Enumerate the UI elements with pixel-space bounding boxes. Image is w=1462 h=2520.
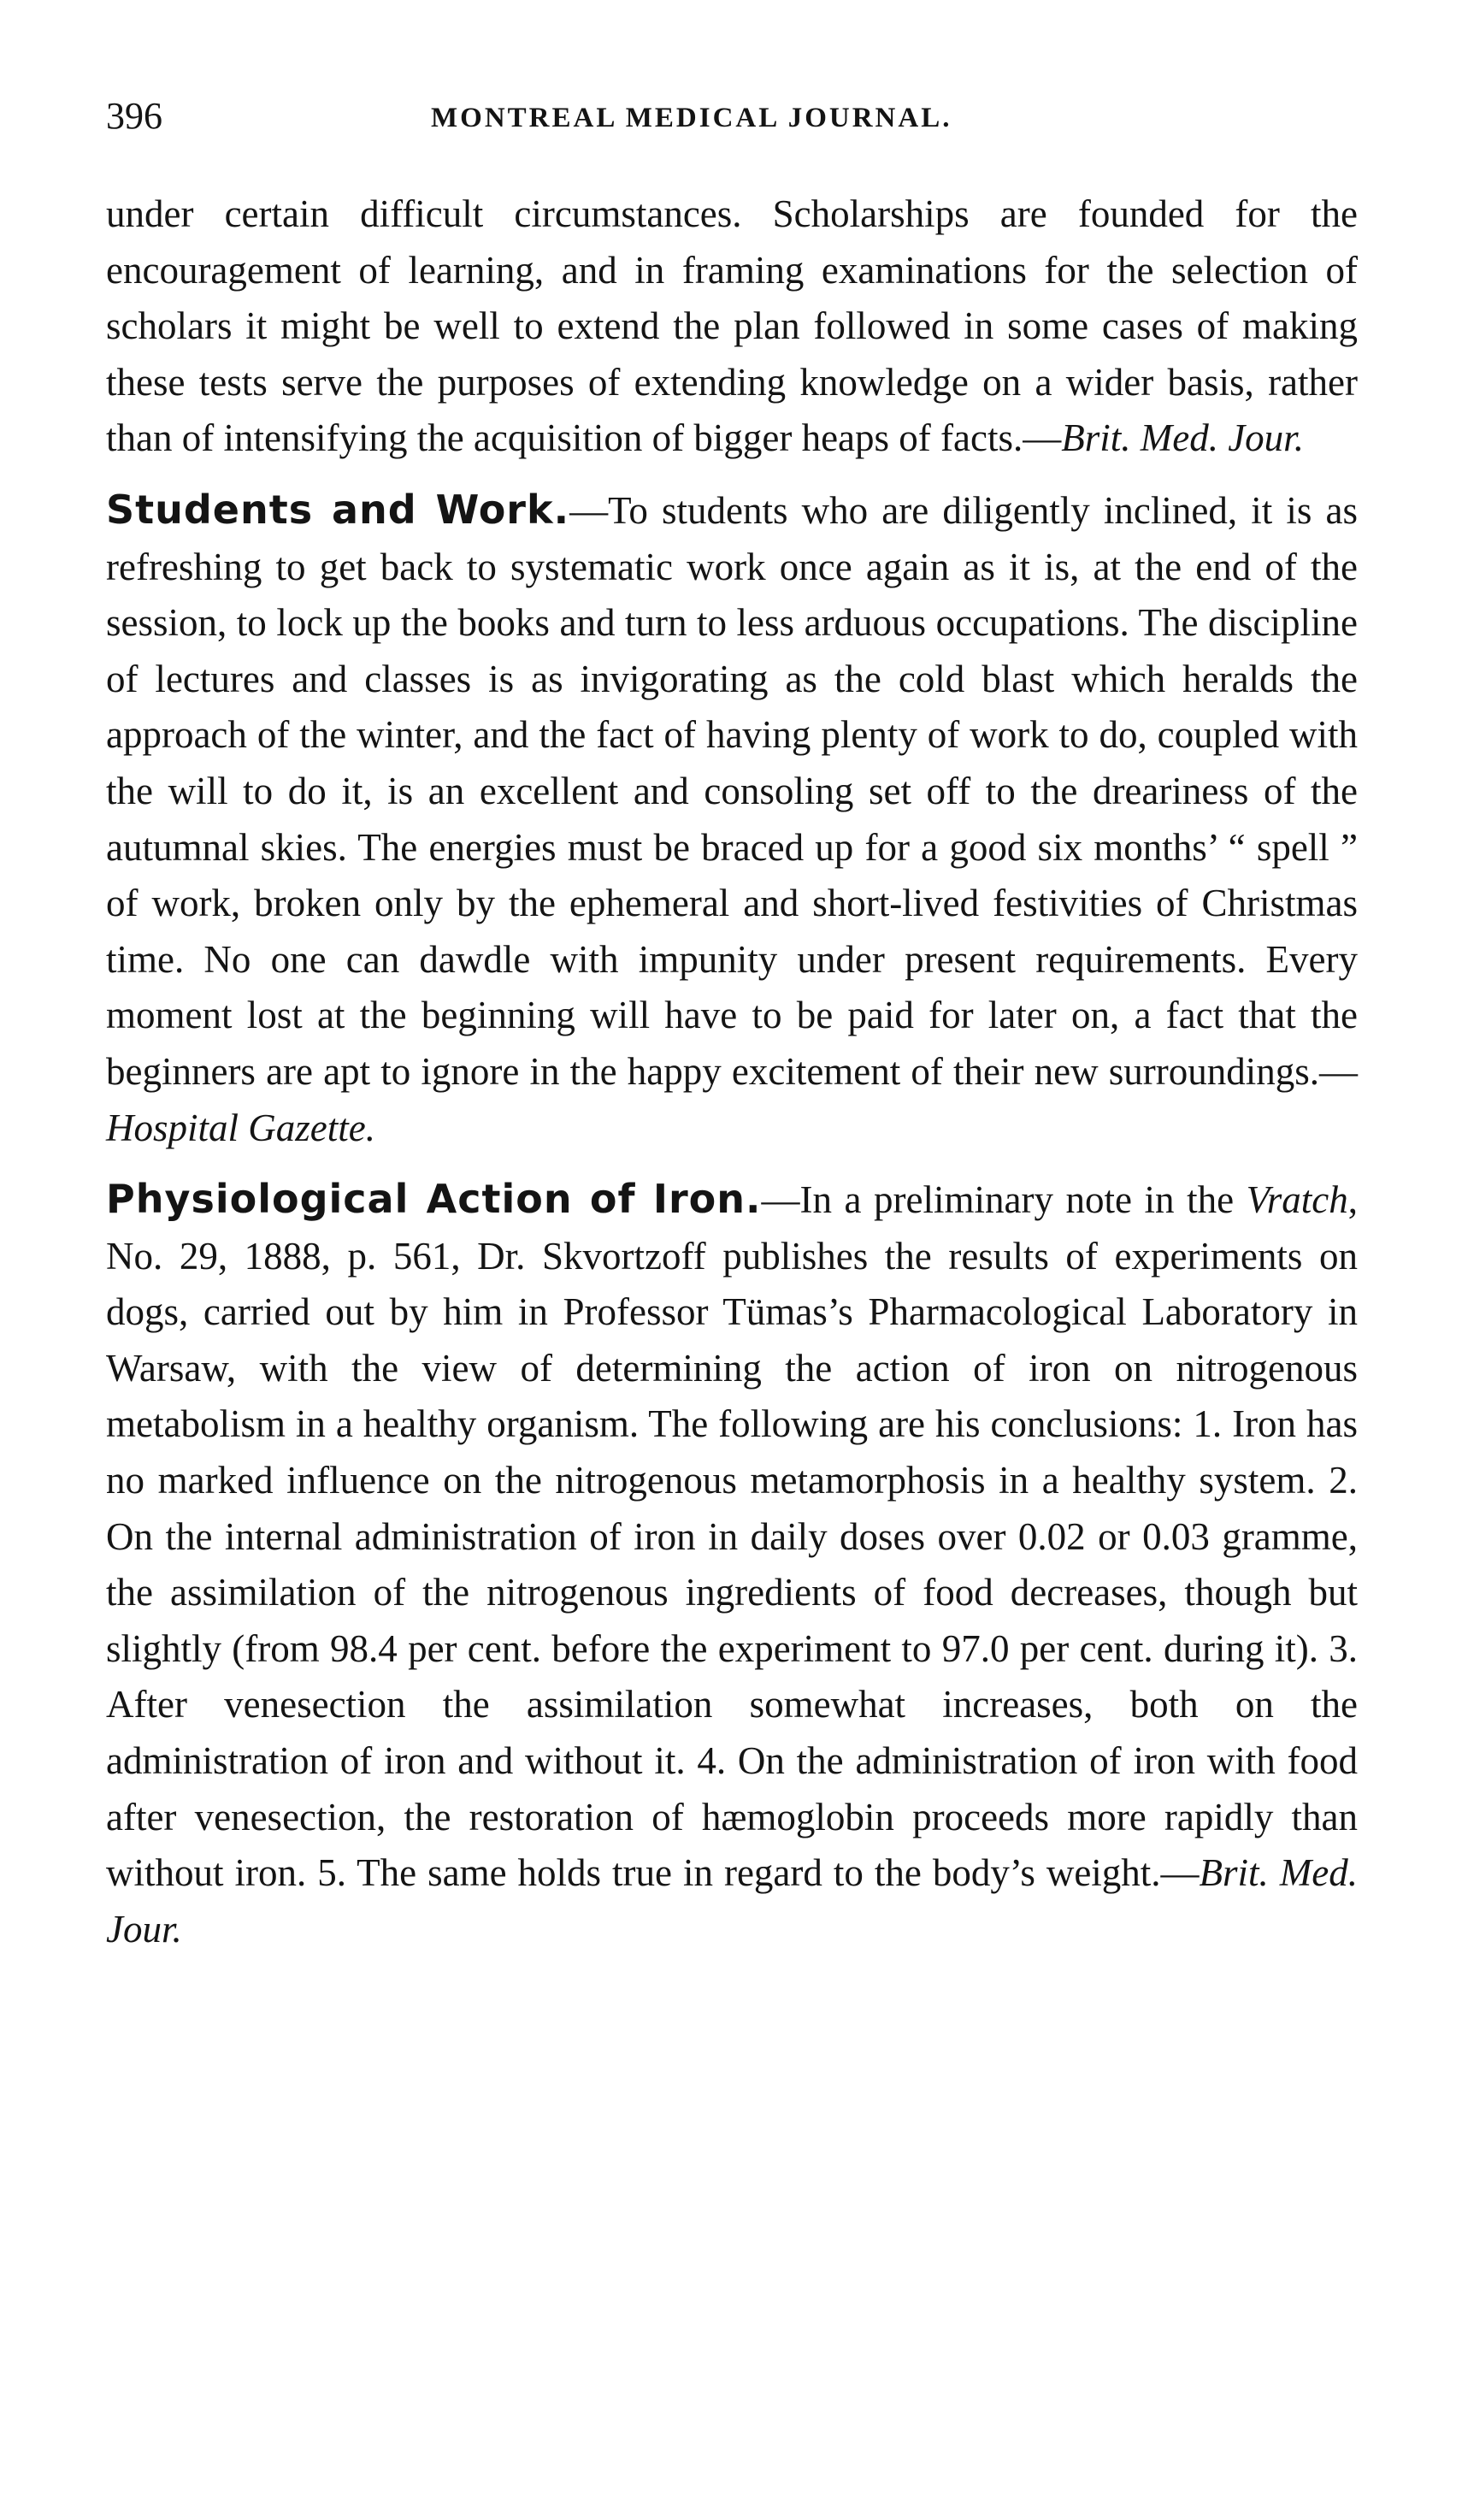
citation: Hospital Gazette. (106, 1106, 375, 1149)
book-page (106, 94, 1358, 1973)
body-text (106, 186, 1358, 1957)
paragraph-scholarships (106, 186, 1358, 467)
paragraph-students-and-work (106, 482, 1358, 1156)
paragraph-physiological-action-of-iron (106, 1171, 1358, 1957)
citation: Brit. Med. Jour. (106, 1851, 1358, 1950)
paragraph-text: under certain difficult circumstances. Scholarships are founded for the encouragement of learning, and in framing examinations for the selection of scholars it might be well to extend the plan followed in some cases of making these tests serve the purposes of extending knowledge on a wider basis, rather than of intensifying the acquisition of bigger heaps of facts.— (106, 192, 1358, 460)
journal-name: Vratch (1246, 1178, 1348, 1222)
paragraph-text: , No. 29, 1888, p. 561, Dr. Skvortzoff publishes the results of experiments on dogs, carried out by him in Professor Tümas’s Pharmacological Laboratory in Warsaw, with the view of determining the action of iron on nitrogenous metabolism in a healthy organism. The following are his conclusions: 1. Iron has no marked influence on the nitrogenous metamorphosis in a healthy system. 2. On the internal administration of iron in daily doses over 0.02 or 0.03 gramme, the assimilation of the nitrogenous ingredients of food decreases, though but slightly (from 98.4 per cent. before the experiment to 97.0 per cent. during it). 3. After venesection the assimilation somewhat increases, both on the administration of iron and without it. 4. On the administration of iron with food after venesection, the restoration of hæmoglobin proceeds more rapidly than without iron. 5. The same holds true in regard to the body’s weight.— (106, 1178, 1359, 1895)
running-head (106, 94, 1358, 154)
citation: Brit. Med. Jour. (1061, 416, 1304, 460)
page-number: 396 (106, 95, 162, 137)
paragraph-text: —To students who are diligently inclined, it is as refreshing to get back to systematic work once again as it is, at the end of the session, to lock up the books and turn to less arduous occupations. The discipline of lectures and classes is as invigorating as the cold blast which heralds the approach of the winter, and the fact of having plenty of work to do, coupled with the will to do it, is an excellent and consoling set off to the dreariness of the autumnal skies. The energies must be braced up for a good six months’ “ spell ” of work, broken only by the ephemeral and short-lived festivities of Christmas time. No one can dawdle with impunity under present requirements. Every moment lost at the beginning will have to be paid for later on, a fact that the beginners are apt to ignore in the happy excitement of their new surroundings.— (106, 488, 1358, 1093)
paragraph-text: —In a preliminary note in the (761, 1178, 1247, 1222)
section-heading: Physiological Action of Iron. (106, 1176, 762, 1223)
journal-title: MONTREAL MEDICAL JOURNAL. (431, 103, 952, 133)
section-heading: Students and Work. (106, 486, 570, 533)
